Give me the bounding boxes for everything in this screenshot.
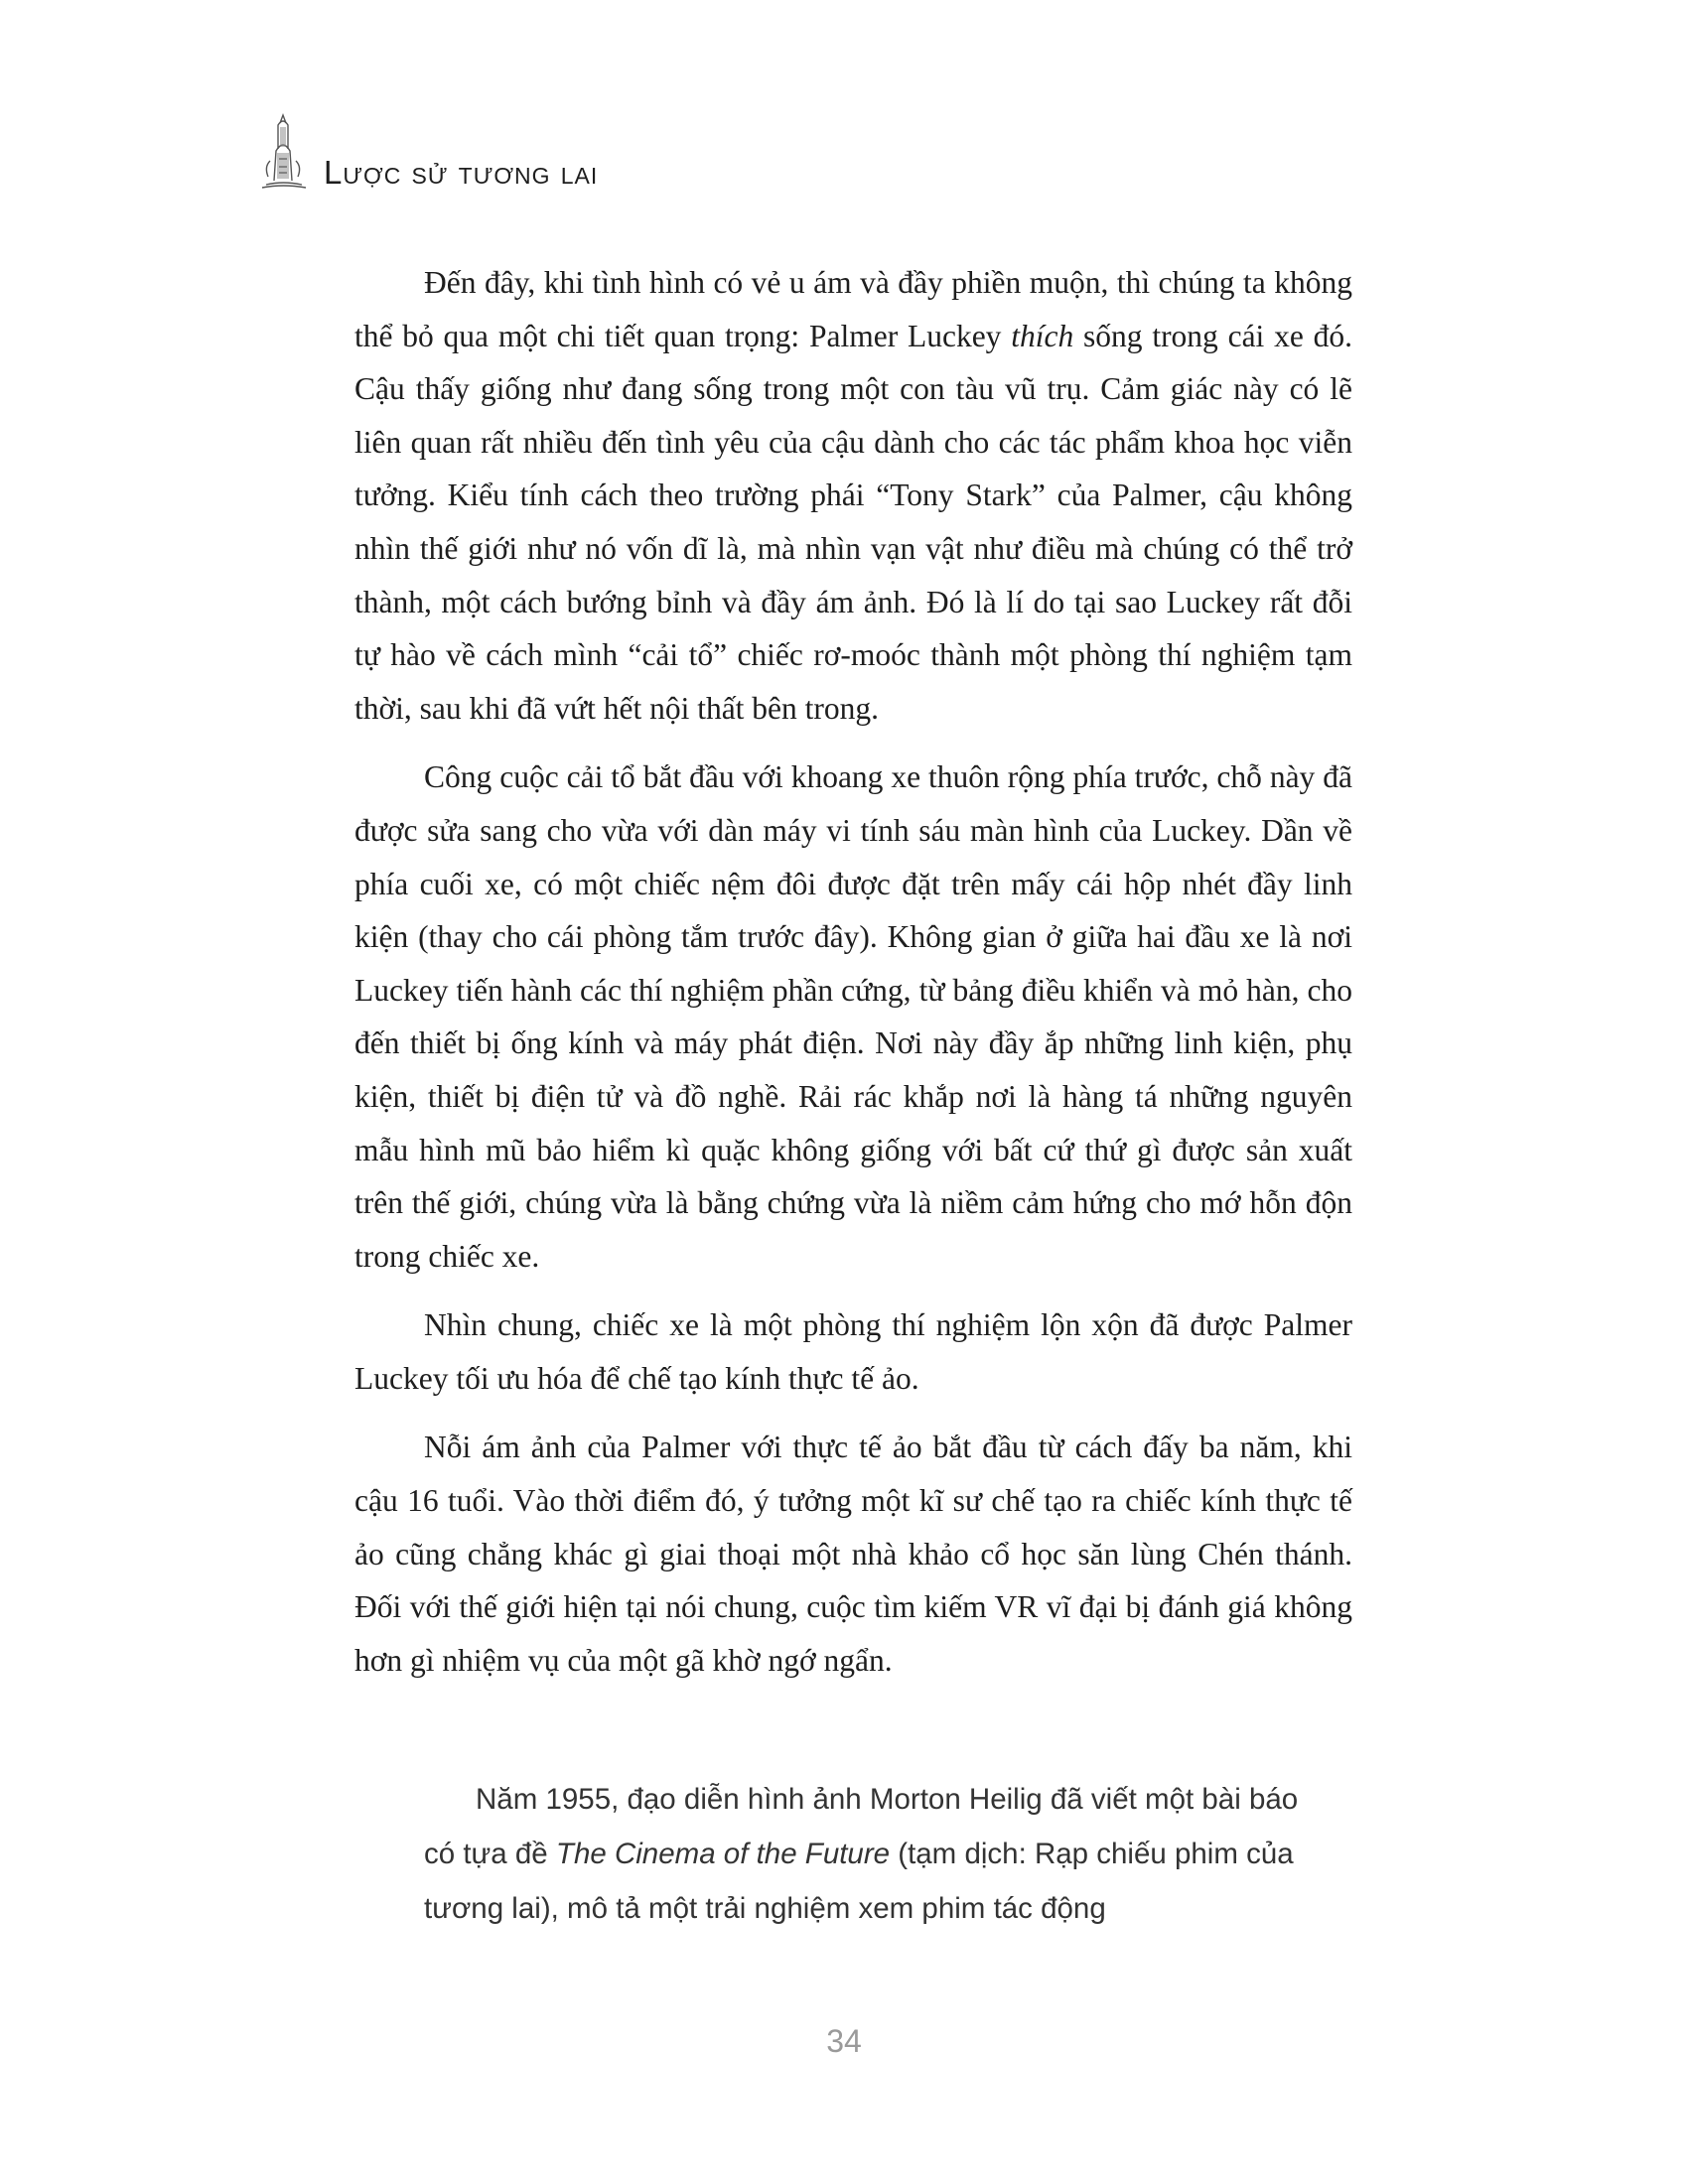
- sketch-figure-icon: [256, 111, 310, 191]
- running-header: [256, 111, 598, 191]
- running-title: Lược sử tương lai: [324, 154, 599, 191]
- paragraph-4: Nỗi ám ảnh của Palmer với thực tế ảo bắt đầu từ cách đấy ba năm, khi cậu 16 tuổi. Vào thời điểm đó, ý tưởng một kĩ sư chế tạo ra chiếc kính thực tế ảo cũng chẳng khác gì giai thoại một nhà khảo cổ học săn lùng Chén thánh. Đối với thế giới hiện tại nói chung, cuộc tìm kiếm VR vĩ đại bị đánh giá không hơn gì nhiệm vụ của một gã khờ ngớ ngẩn.: [354, 1430, 1352, 1678]
- paragraph-1-emphasis: thích: [1011, 318, 1074, 353]
- aside-post: (tạm dịch: Rạp chiếu phim của tương lai), mô tả một trải nghiệm xem phim tác động: [424, 1838, 1294, 1925]
- paragraph-1-post: sống trong cái xe đó. Cậu thấy giống như đang sống trong một con tàu vũ trụ. Cảm giác này có lẽ liên quan rất nhiều đến tình yêu của cậu dành cho các tác phẩm khoa học viễn tưởng. Kiểu tính cách theo trường phái “Tony Stark” của Palmer, cậu không nhìn thế giới như nó vốn dĩ là, mà nhìn vạn vật như điều mà chúng có thể trở thành, một cách bướng bỉnh và đầy ám ảnh. Đó là lí do tại sao Luckey rất đỗi tự hào về cách mình “cải tổ” chiếc rơ-moóc thành một phòng thí nghiệm tạm thời, sau khi đã vứt hết nội thất bên trong.: [354, 318, 1352, 726]
- paragraph-3: Nhìn chung, chiếc xe là một phòng thí nghiệm lộn xộn đã được Palmer Luckey tối ưu hóa để chế tạo kính thực tế ảo.: [354, 1307, 1352, 1396]
- paragraph-1-pre: Đến đây, khi tình hình có vẻ u ám và đầy phiền muộn, thì chúng ta không thể bỏ qua một chi tiết quan trọng: Palmer Luckey: [354, 265, 1352, 353]
- aside-emphasis: The Cinema of the Future: [555, 1838, 891, 1870]
- main-text: [354, 256, 1352, 1703]
- page-number: 34: [826, 2023, 862, 2059]
- aside-pre: Năm 1955, đạo diễn hình ảnh Morton Heilig đã viết một bài báo có tựa đề: [424, 1783, 1299, 1870]
- paragraph-2: Công cuộc cải tổ bắt đầu với khoang xe thuôn rộng phía trước, chỗ này đã được sửa sang cho vừa với dàn máy vi tính sáu màn hình của Luckey. Dần về phía cuối xe, có một chiếc nệm đôi được đặt trên mấy cái hộp nhét đầy linh kiện (thay cho cái phòng tắm trước đây). Không gian ở giữa hai đầu xe là nơi Luckey tiến hành các thí nghiệm phần cứng, từ bảng điều khiển và mỏ hàn, cho đến thiết bị ống kính và máy phát điện. Nơi này đầy ắp những linh kiện, phụ kiện, thiết bị điện tử và đồ nghề. Rải rác khắp nơi là hàng tá những nguyên mẫu hình mũ bảo hiểm kì quặc không giống với bất cứ thứ gì được sản xuất trên thế giới, chúng vừa là bằng chứng vừa là niềm cảm hứng cho mớ hỗn độn trong chiếc xe.: [354, 759, 1352, 1274]
- aside-text: [424, 1772, 1308, 1936]
- paragraph-1: [354, 256, 1352, 735]
